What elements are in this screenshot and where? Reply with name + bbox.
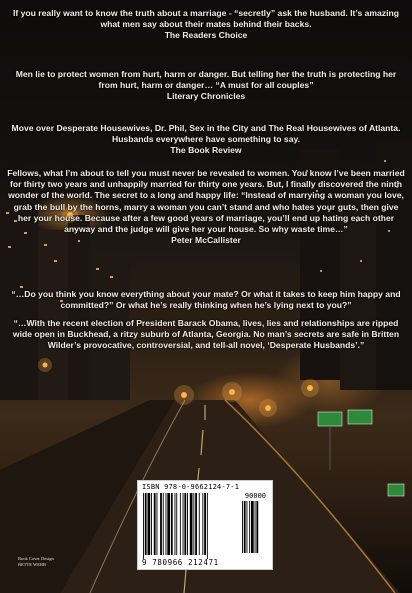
barcode-bar	[199, 493, 200, 555]
excerpt-text: Fellows, what I’m about to tell you must never be revealed to women. You know I’ve been married for thirty two years and unhappily married for thirty one years. But, I finally discovered the ninth wonder of the world. The secret to a long and happy life: “Instead of marrying a woman you love, grab the bull by the horns, marry a woman you can’t stand and who hates your guts, then give her your house. Because after a few good years of marriage, you’ll end up hating each other anyway and the judge will give her your house. So why waste time…”	[7, 168, 405, 235]
barcode-bar	[143, 493, 144, 559]
barcode-addon-bar	[249, 501, 250, 553]
credit-label: Book Cover Design	[18, 556, 54, 561]
barcode-addon-bar	[242, 501, 243, 553]
barcode-bar	[160, 493, 162, 555]
barcode-addon-bar	[251, 501, 254, 553]
barcode-bar	[204, 493, 206, 555]
teaser-question	[8, 289, 404, 311]
quote-source: The Readers Choice	[164, 30, 248, 41]
barcode-bar	[202, 493, 203, 555]
barcode-bar	[148, 493, 151, 555]
barcode-addon-bar	[247, 501, 248, 553]
credit-designer: BETTE WEBB	[18, 561, 47, 567]
barcode-bar	[176, 493, 177, 555]
barcode-bar	[180, 493, 181, 555]
isbn-barcode	[137, 480, 273, 570]
review-quote-readers-choice	[8, 8, 404, 42]
barcode-bar	[145, 493, 147, 555]
barcode-digits: 9 780966 212471	[142, 558, 219, 567]
barcode-bar	[195, 493, 197, 555]
barcode-bar	[154, 493, 156, 555]
quote-text: Move over Desperate Housewives, Dr. Phil, Sex in the City and The Real Housewives of Atlanta. Husbands everywhere have something to say.	[11, 123, 401, 145]
barcode-bar	[157, 493, 158, 555]
barcode-bar	[190, 493, 193, 555]
synopsis	[8, 318, 404, 352]
quote-source: Literary Chronicles	[166, 91, 246, 102]
isbn-number: ISBN 978-0-9662124-7-1	[142, 483, 240, 491]
barcode-bar	[207, 493, 208, 559]
barcode-bar	[163, 493, 164, 555]
barcode-bar	[166, 493, 167, 555]
barcode-bar	[151, 493, 152, 555]
barcode-bar	[171, 493, 173, 555]
barcode-addon-bar	[244, 501, 246, 553]
teaser-text: “…Do you think you know everything about your mate? Or what it takes to keep him happy and committed?” Or what he’s really thinking when he’s lying next to you?”	[11, 289, 401, 311]
barcode-bar	[183, 493, 184, 555]
review-quote-book-review	[8, 123, 404, 157]
excerpt-author: Peter McCallister	[171, 235, 241, 246]
barcode-bar	[184, 493, 186, 555]
building	[38, 230, 68, 400]
review-quote-literary-chronicles	[8, 69, 404, 103]
quote-source: The Book Review	[170, 145, 242, 156]
barcode-bar	[193, 493, 194, 555]
cover-design-credit	[18, 556, 54, 567]
barcode-addon-bar	[256, 501, 258, 553]
barcode-bar	[175, 493, 176, 555]
barcode-bar	[167, 493, 170, 555]
quote-text: If you really want to know the truth about a marriage - “secretly” ask the husband. It’s amazing what men say about their mates behind their backs.	[12, 8, 399, 30]
synopsis-text: “…With the recent election of President Barack Obama, lives, lies and relationships are ripped wide open in Buckhead, a ritzy suburb of Atlanta, Georgia. No man’s secrets are safe in Britten Wilder’s provocative, controversial, and tell-all novel, ‘Desperate Husbands’.”	[12, 318, 400, 351]
barcode-bar	[187, 493, 188, 555]
excerpt-peter-mccallister	[6, 168, 406, 246]
highway-sign	[318, 410, 404, 496]
quote-text: Men lie to protect women from hurt, harm or danger. But telling her the truth is protecting her from hurt, harm or danger… “A must for all couples”	[15, 69, 397, 91]
price-code: 90000	[244, 492, 266, 500]
barcode-addon-bar	[255, 501, 256, 553]
